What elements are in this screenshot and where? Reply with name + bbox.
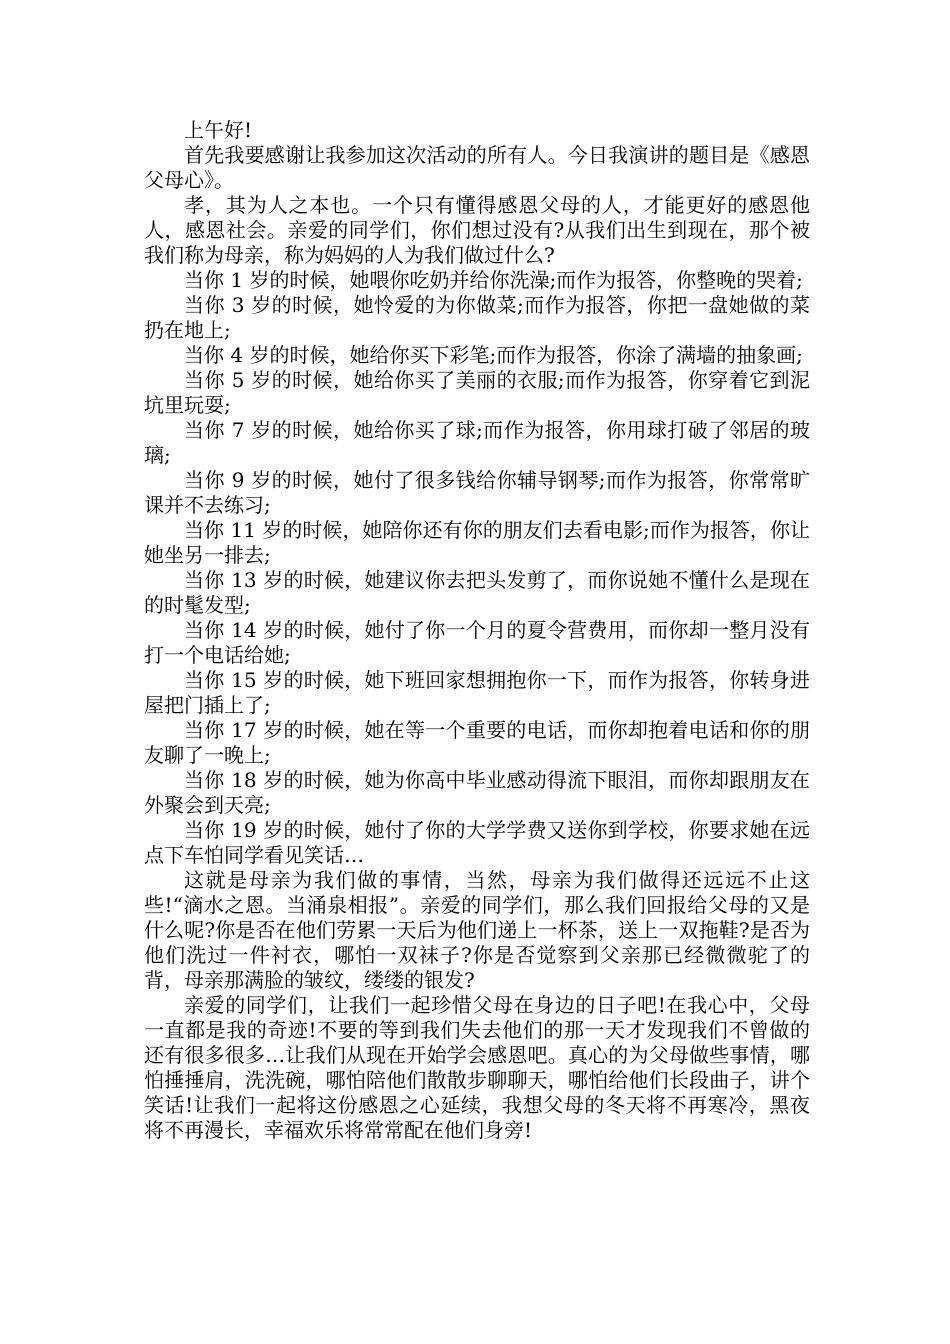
age-paragraph: 当你 14 岁的时候，她付了你一个月的夏令营费用，而你却一整月没有打一个电话给她; [144,618,810,667]
body-paragraph: 孝，其为人之本也。一个只有懂得感恩父母的人，才能更好的感恩他人，感恩社会。亲爱的同学们，你们想过没有?从我们出生到现在，那个被我们称为母亲，称为妈妈的人为我们做过什么? [144,193,810,267]
closing-paragraph: 亲爱的同学们，让我们一起珍惜父母在身边的日子吧!在我心中，父母一直都是我的奇迹!不要的等到我们失去他们的那一天才发现我们不曾做的还有很多很多…让我们从现在开始学会感恩吧。真心的为父母做些事情，哪怕捶捶肩，洗洗碗，哪怕陪他们散散步聊聊天，哪怕给他们长段曲子，讲个笑话!让我们一起将这份感恩之心延续，我想父母的冬天将不再寒冷，黑夜将不再漫长，幸福欢乐将常常配在他们身旁! [144,993,810,1142]
age-paragraph: 当你 17 岁的时候，她在等一个重要的电话，而你却抱着电话和你的朋友聊了一晚上; [144,718,810,767]
age-paragraph: 当你 15 岁的时候，她下班回家想拥抱你一下，而作为报答，你转身进屋把门插上了; [144,668,810,717]
age-paragraph: 当你 1 岁的时候，她喂你吃奶并给你洗澡;而作为报答，你整晚的哭着; [184,268,803,292]
age-paragraph: 当你 18 岁的时候，她为你高中毕业感动得流下眼泪，而你却跟朋友在外聚会到天亮; [144,768,810,817]
greeting-paragraph: 上午好! [184,118,253,142]
intro-paragraph: 首先我要感谢让我参加这次活动的所有人。今日我演讲的题目是《感恩父母心》。 [144,143,810,192]
body-paragraph: 这就是母亲为我们做的事情，当然，母亲为我们做得还远远不止这些!“滴水之恩。当涌泉相报”。亲爱的同学们，那么我们回报给父母的又是什么呢?你是否在他们劳累一天后为他们递上一杯茶，送上一双拖鞋?是否为他们洗过一件衬衣，哪怕一双袜子?你是否觉察到父亲那已经微微驼了的背，母亲那满脸的皱纹，缕缕的银发? [144,868,810,992]
speech-text [144,118,810,1143]
age-paragraph: 当你 5 岁的时候，她给你买了美丽的衣服;而作为报答，你穿着它到泥坑里玩耍; [144,368,810,417]
age-paragraph: 当你 4 岁的时候，她给你买下彩笔;而作为报答，你涂了满墙的抽象画; [184,343,803,367]
age-paragraph: 当你 9 岁的时候，她付了很多钱给你辅导钢琴;而作为报答，你常常旷课并不去练习; [144,468,810,517]
age-paragraph: 当你 11 岁的时候，她陪你还有你的朋友们去看电影;而作为报答，你让她坐另一排去; [144,518,810,567]
age-paragraph: 当你 3 岁的时候，她怜爱的为你做菜;而作为报答，你把一盘她做的菜扔在地上; [144,293,810,342]
age-paragraph: 当你 19 岁的时候，她付了你的大学学费又送你到学校，你要求她在远点下车怕同学看见笑话… [144,818,810,867]
age-paragraph: 当你 7 岁的时候，她给你买了球;而作为报答，你用球打破了邻居的玻璃; [144,418,810,467]
age-paragraph: 当你 13 岁的时候，她建议你去把头发剪了，而你说她不懂什么是现在的时髦发型; [144,568,810,617]
